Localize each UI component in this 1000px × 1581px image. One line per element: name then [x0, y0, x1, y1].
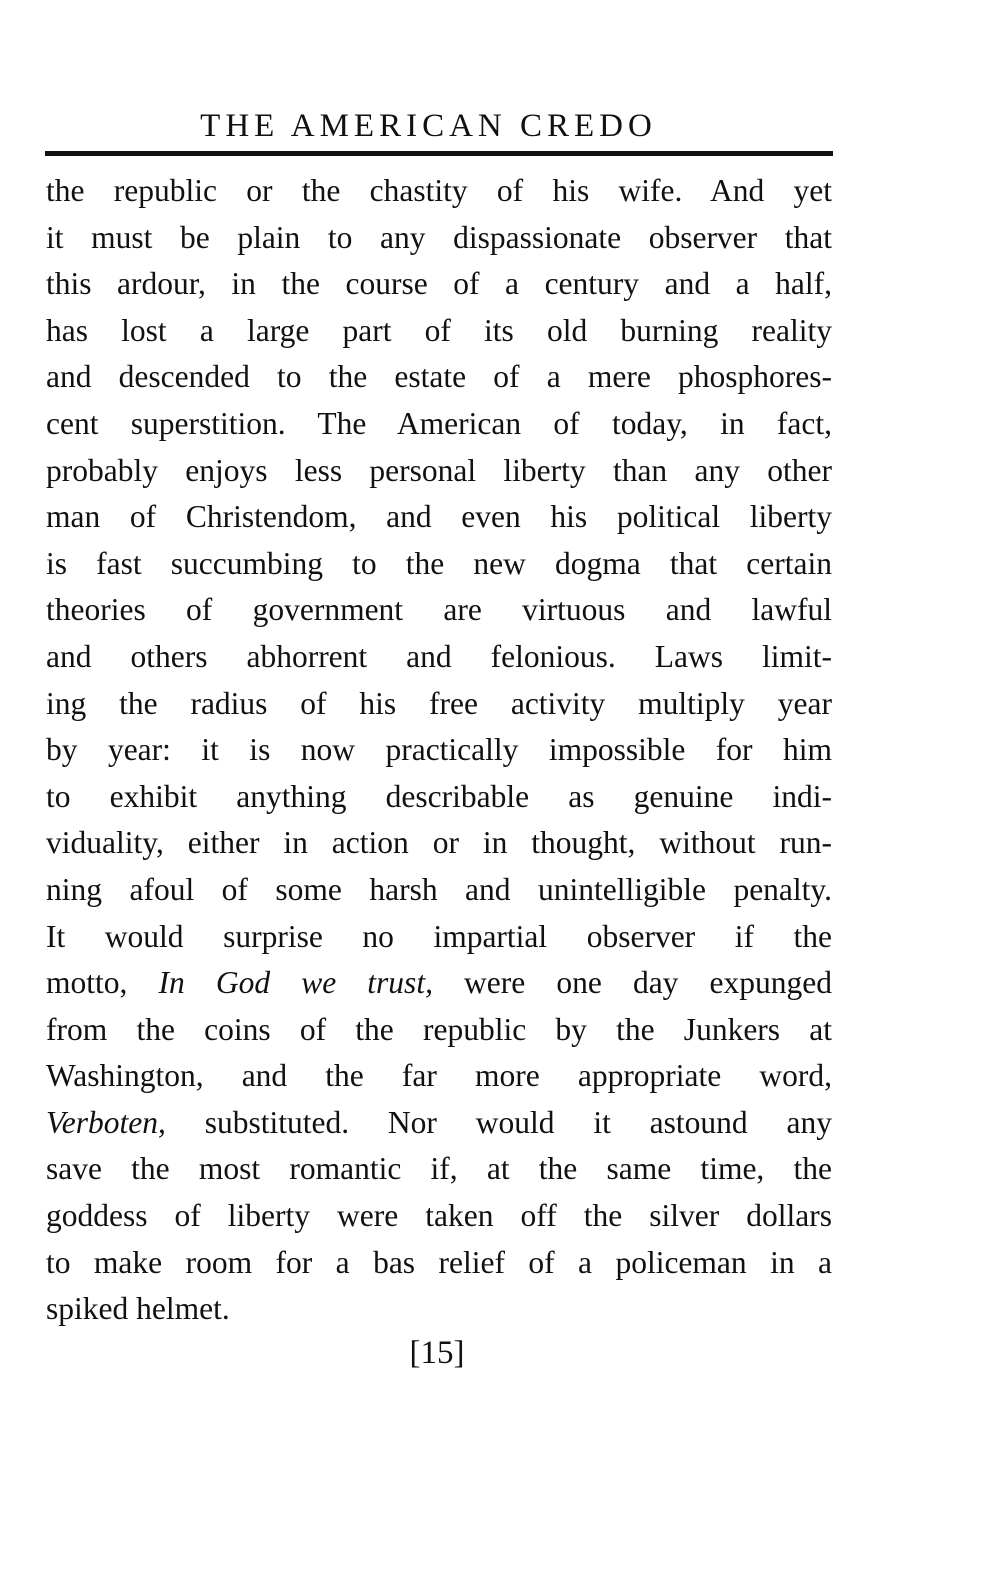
italic-phrase: In God we trust, — [158, 965, 433, 1001]
text-line: theories of government are virtuous and lawful — [46, 592, 832, 628]
text-line: and descended to the estate of a mere phosphores- — [46, 359, 832, 395]
text-line: goddess of liberty were taken off the silver dollars — [46, 1198, 832, 1234]
text-line: spiked helmet. — [46, 1291, 230, 1327]
text-line: save the most romantic if, at the same time, the — [46, 1151, 832, 1187]
text-line: It would surprise no impartial observer if the — [46, 918, 832, 954]
text-line: ning afoul of some harsh and unintelligible penalty. — [46, 871, 832, 907]
body-text — [46, 168, 832, 1333]
text-line: Washington, and the far more appropriate word, — [46, 1058, 832, 1094]
text-line: to make room for a bas relief of a policeman in a — [46, 1244, 832, 1280]
text-line: the republic or the chastity of his wife. And yet — [46, 173, 832, 208]
text-line: by year: it is now practically impossible for him — [46, 732, 832, 768]
running-title: THE AMERICAN CREDO — [200, 108, 657, 144]
page-number: [15] — [409, 1335, 465, 1371]
text-line: viduality, either in action or in thought, without run- — [46, 825, 832, 861]
text-line — [46, 1100, 832, 1147]
text-line: it must be plain to any dispassionate observer that — [46, 219, 832, 255]
header-rule — [45, 151, 833, 156]
text-line — [46, 960, 832, 1007]
text-line: to exhibit anything describable as genuine indi- — [46, 778, 832, 814]
text-segment: were one day expunged — [432, 965, 833, 1001]
text-line: cent superstition. The American of today, in fact, — [46, 405, 832, 441]
running-header — [45, 108, 832, 145]
text-line: this ardour, in the course of a century and a half, — [46, 266, 832, 302]
text-segment: substituted. Nor would it astound any — [165, 1104, 832, 1140]
text-line: man of Christendom, and even his political liberty — [46, 499, 832, 535]
italic-phrase: Verboten, — [46, 1104, 166, 1140]
text-segment: motto, — [46, 965, 159, 1001]
text-line: ing the radius of his free activity multiply year — [46, 685, 832, 721]
text-line: and others abhorrent and felonious. Laws limit- — [46, 638, 832, 674]
text-line: has lost a large part of its old burning reality — [46, 312, 832, 348]
text-line: from the coins of the republic by the Junkers at — [46, 1011, 832, 1047]
text-line: is fast succumbing to the new dogma that certain — [46, 545, 832, 581]
text-line: probably enjoys less personal liberty than any other — [46, 452, 832, 488]
